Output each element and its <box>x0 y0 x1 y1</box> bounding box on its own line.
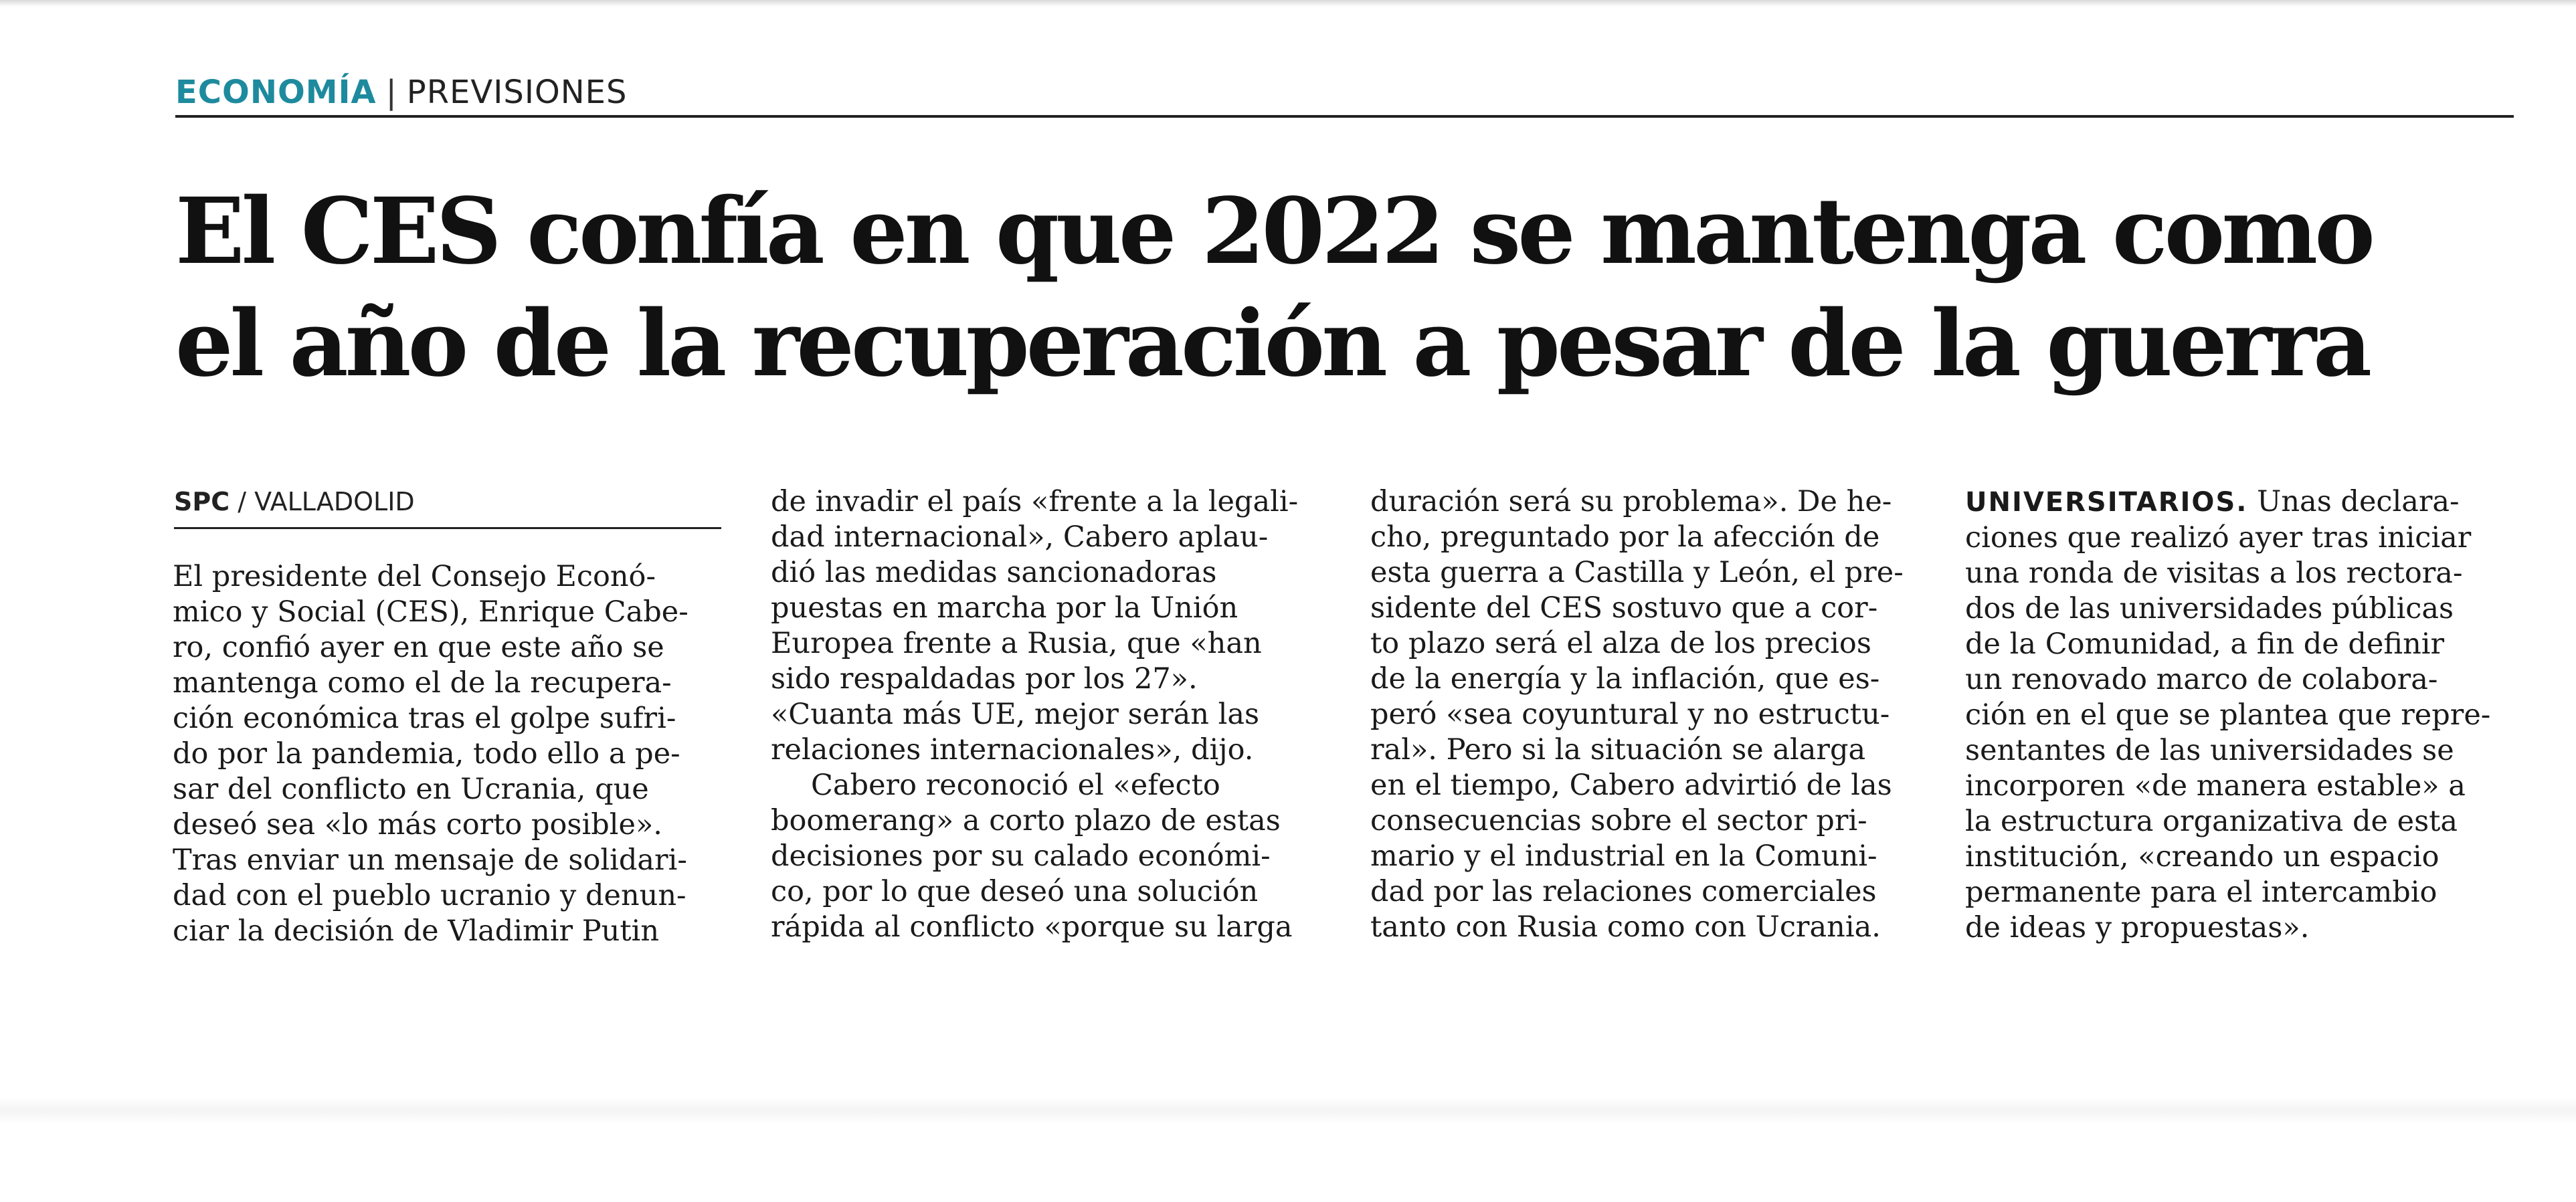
article-line: ciones que realizó ayer tras iniciar <box>1965 521 2472 555</box>
article-line: la estructura organizativa de esta <box>1965 805 2458 838</box>
article-line: consecuencias sobre el sector pri- <box>1370 804 1867 837</box>
article-column-3 <box>1370 484 1904 945</box>
article-line: co, por lo que deseó una solución <box>771 875 1259 908</box>
article-column-2 <box>771 484 1298 945</box>
article-column-4 <box>1965 484 2490 946</box>
article-line: peró «sea coyuntural y no estructu- <box>1370 698 1890 731</box>
article-line: un renovado marco de colabora- <box>1965 663 2438 696</box>
article-line: sidente del CES sostuvo que a cor- <box>1370 591 1878 625</box>
byline <box>174 487 721 529</box>
article-line: rápida al conflicto «porque su larga <box>771 910 1293 944</box>
top-edge-strip <box>0 0 2576 7</box>
article-line: sar del conflicto en Ucrania, que <box>173 773 649 806</box>
byline-separator: / <box>229 487 255 516</box>
headline-line-1: El CES confía en que 2022 se mantenga como <box>175 178 2372 285</box>
section-name: ECONOMÍA <box>175 74 377 111</box>
article-line: Tras enviar un mensaje de solidari- <box>173 843 687 877</box>
section-separator: | <box>385 74 397 111</box>
byline-location: VALLADOLID <box>254 487 415 516</box>
article-line: deseó sea «lo más corto posible». <box>173 808 662 841</box>
article-line: una ronda de visitas a los rectora- <box>1965 557 2463 590</box>
article-line: ción económica tras el golpe sufri- <box>173 702 676 735</box>
headline <box>175 175 2514 400</box>
article-line: ro, confió ayer en que este año se <box>173 631 664 664</box>
article-line: puestas en marcha por la Unión <box>771 591 1238 625</box>
subsection-kicker: UNIVERSITARIOS. <box>1965 487 2248 518</box>
article-line: dad por las relaciones comerciales <box>1370 875 1877 908</box>
article-line: mico y Social (CES), Enrique Cabe- <box>173 595 688 629</box>
article-line-with-kicker <box>1965 484 2490 520</box>
article-line: duración será su problema». De he- <box>1370 485 1892 518</box>
article-line-fragment: Unas declara- <box>2247 485 2460 518</box>
article-line: dad internacional», Cabero aplau- <box>771 520 1269 554</box>
article-line: Europea frente a Rusia, que «han <box>771 627 1262 660</box>
article-line: Cabero reconoció el «efecto <box>811 769 1220 802</box>
article-line: El presidente del Consejo Econó- <box>173 560 656 593</box>
article-line: tanto con Rusia como con Ucrania. <box>1370 910 1881 944</box>
article-line: sentantes de las universidades se <box>1965 734 2454 767</box>
article-line: institución, «creando un espacio <box>1965 840 2440 874</box>
subsection-name: PREVISIONES <box>406 74 628 111</box>
article-line: mantenga como el de la recupera- <box>173 666 672 700</box>
article-column-1 <box>173 559 688 949</box>
article-line: to plazo será el alza de los precios <box>1370 627 1871 660</box>
article-line: boomerang» a corto plazo de estas <box>771 804 1281 837</box>
article-line: «Cuanta más UE, mejor serán las <box>771 698 1260 731</box>
article-line: cho, preguntado por la afección de <box>1370 520 1880 554</box>
article-line: esta guerra a Castilla y León, el pre- <box>1370 556 1904 589</box>
byline-agency: SPC <box>174 487 230 516</box>
article-line: de ideas y propuestas». <box>1965 911 2310 944</box>
section-header <box>175 70 2514 118</box>
article-line: do por la pandemia, todo ello a pe- <box>173 737 680 771</box>
article-line: relaciones internacionales», dijo. <box>771 733 1254 767</box>
article-line: sido respaldadas por los 27». <box>771 662 1198 696</box>
article-line: ción en el que se plantea que repre- <box>1965 698 2491 732</box>
article-line: de invadir el país «frente a la legali- <box>771 485 1299 518</box>
article-line: dió las medidas sancionadoras <box>771 556 1217 589</box>
article-line: mario y el industrial en la Comuni- <box>1370 839 1877 873</box>
article-line: incorporen «de manera estable» a <box>1965 769 2466 803</box>
article-line: permanente para el intercambio <box>1965 876 2437 909</box>
article-line: decisiones por su calado económi- <box>771 839 1271 873</box>
article-line: dad con el pueblo ucranio y denun- <box>173 879 686 912</box>
article-line: ciar la decisión de Vladimir Putin <box>173 914 660 948</box>
article-line: en el tiempo, Cabero advirtió de las <box>1370 769 1892 802</box>
article-line: de la Comunidad, a fin de definir <box>1965 627 2445 661</box>
article-line: dos de las universidades públicas <box>1965 592 2454 625</box>
article-line: ral». Pero si la situación se alarga <box>1370 733 1866 767</box>
bottom-bleed-strip <box>0 1097 2576 1124</box>
article-line: de la energía y la inflación, que es- <box>1370 662 1880 696</box>
headline-line-2: el año de la recuperación a pesar de la guerra <box>175 290 2369 397</box>
